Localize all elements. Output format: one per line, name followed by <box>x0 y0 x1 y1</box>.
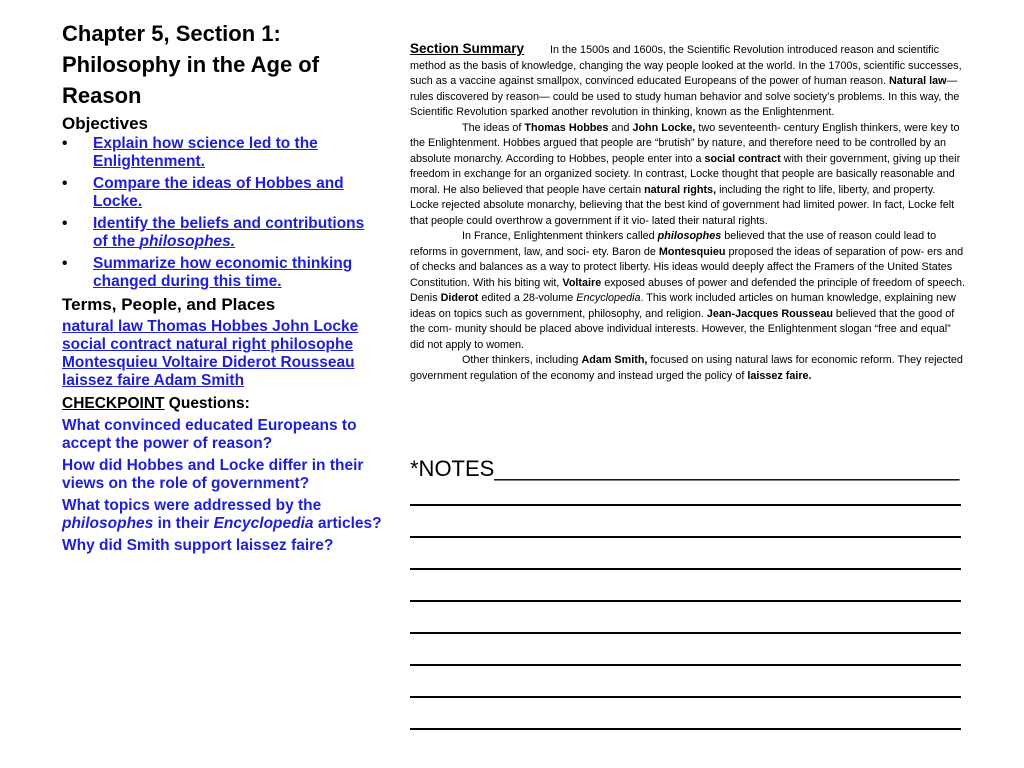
objectives-heading: Objectives <box>62 114 148 133</box>
checkpoint-label: CHECKPOINT <box>62 395 165 412</box>
question-3: What topics were addressed by the philosophes in their Encyclopedia articles? <box>62 497 382 532</box>
objective-link[interactable]: Compare the ideas of Hobbes and Locke. <box>93 175 344 210</box>
summary-paragraph-1: Section Summary In the 1500s and 1600s, the Scientific Revolution introduced reason and scientific method as the basis of knowledge, changing the way people looked at the world. In the 1700s, scientific successes, such as a vaccine against smallpox, convinced educated Europeans of the power of human reason. Natural law—rules discovered by reason— could be used to study human behavior and solve society’s problems. In this way, the Scientific Revolution sparked another revolution in thinking, known as the Enlightenment. <box>410 41 962 118</box>
question-4: Why did Smith support laissez faire? <box>62 537 334 554</box>
section-summary <box>410 41 965 384</box>
objective-text: Identify the beliefs and contributions of the <box>93 215 365 250</box>
list-item <box>62 255 382 291</box>
objectives-list <box>62 135 382 291</box>
objective-link[interactable]: Summarize how economic thinking changed during this time. <box>93 255 353 290</box>
list-item <box>62 175 382 211</box>
summary-paragraph-2: The ideas of Thomas Hobbes and John Locke, two seventeenth- century English thinkers, were key to the Enlightenment. Hobbes argued that people are “brutish” by nature, and therefore need to be controlled by an absolute monarchy. According to Hobbes, people enter into a social contract with their government, giving up their freedom in exchange for an organized society. In contrast, Locke thought that people are basically reasonable and moral. He also believed that people have certain natural rights, including the right to life, liberty, and property. Locke rejected absolute monarchy, believing that the best kind of government had limited power. In fact, Locke felt that people could overthrow a government if it vio- lated their natural rights. <box>410 121 961 227</box>
objective-link[interactable] <box>93 215 364 250</box>
left-panel <box>62 18 382 555</box>
terms-list <box>62 318 382 390</box>
notes-line[interactable] <box>410 698 961 730</box>
notes-line[interactable] <box>410 506 961 538</box>
bullet-icon: • <box>62 255 68 272</box>
notes-line[interactable] <box>410 482 961 506</box>
list-item <box>62 215 382 251</box>
notes-area <box>410 456 965 730</box>
notes-line[interactable] <box>410 538 961 570</box>
list-item <box>62 135 382 171</box>
summary-heading: Section Summary <box>410 41 525 56</box>
summary-paragraph-3: In France, Enlightenment thinkers called philosophes believed that the use of reason could lead to reforms in government, law, and soci- ety. Baron de Montesquieu proposed the ideas of separation of pow- ers and of checks and balances as a way to protect liberty. His ideas would deeply affect the Framers of the United States Constitution. With his biting wit, Voltaire exposed abuses of power and defended the principle of freedom of speech. Denis Diderot edited a 28-volume Encyclopedia. This work included articles on human knowledge, explaining new ideas on topics such as government, philosophy, and religion. Jean-Jacques Rousseau believed that the good of the com- munity should be placed above individual interests. However, the Enlightenment slogan “free and equal” did not apply to women. <box>410 230 965 351</box>
checkpoint-heading <box>62 394 382 413</box>
terms-heading: Terms, People, and Places <box>62 295 276 314</box>
notes-line[interactable] <box>410 570 961 602</box>
objective-italic: philosophes. <box>139 233 236 250</box>
page-title: Chapter 5, Section 1: Philosophy in the Age of Reason <box>62 21 320 108</box>
bullet-icon: • <box>62 175 68 192</box>
question-1: What convinced educated Europeans to accept the power of reason? <box>62 417 357 452</box>
notes-line[interactable] <box>410 602 961 634</box>
terms-link[interactable]: natural law Thomas Hobbes John Locke social contract natural right philosophe Montesquieu Voltaire Diderot Rousseau laissez faire Adam Smith <box>62 318 359 389</box>
bullet-icon: • <box>62 135 68 152</box>
question-2: How did Hobbes and Locke differ in their views on the role of government? <box>62 457 364 492</box>
objective-link[interactable]: Explain how science led to the Enlightenment. <box>93 135 318 170</box>
notes-line[interactable] <box>410 634 961 666</box>
notes-title: *NOTES______________________________________ <box>410 456 960 481</box>
bullet-icon: • <box>62 215 68 232</box>
notes-line[interactable] <box>410 666 961 698</box>
summary-paragraph-4: Other thinkers, including Adam Smith, focused on using natural laws for economic reform. They rejected government regulation of the economy and instead urged the policy of laissez faire. <box>410 354 963 382</box>
questions-label: Questions: <box>164 395 250 412</box>
